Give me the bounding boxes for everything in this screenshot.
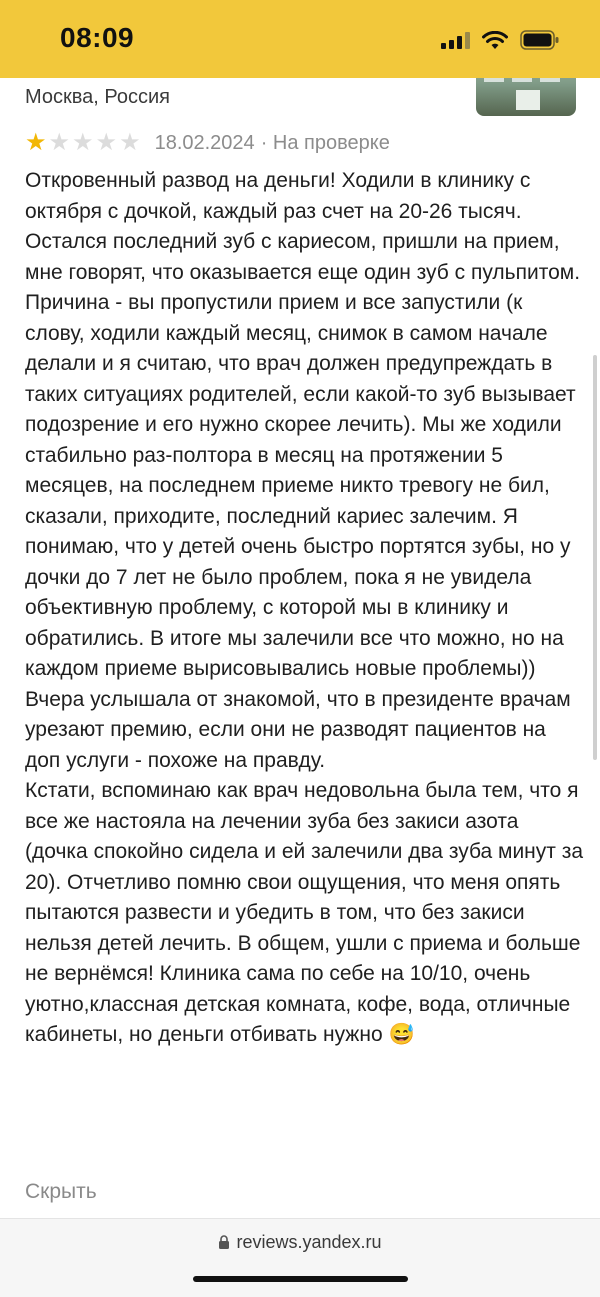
star-icon: ★ (95, 129, 118, 156)
review-status: · На проверке (260, 131, 390, 154)
star-icon: ★ (119, 129, 141, 156)
review-text: Откровенный развод на деньги! Ходили в клинику с октября с дочкой, каждый раз счет на 20-26 тысяч. Остался последний зуб с кариесом, пришли на прием, мне говорят, что оказывается еще один зуб с пульпитом. Причина - вы пропустили прием и все запустили (к слову, ходили каждый месяц, снимок в самом начале делали и я считаю, что врач должен предупреждать в таких ситуациях родителей, если какой-то зуб вызывает подозрение и его нужно скорее лечить). Мы же ходили стабильно раз-полтора в месяц на протяжении 5 месяцев, на последнем приеме никто тревогу не бил, сказали, приходите, последний кариес залечим. Я понимаю, что у детей очень быстро портятся зубы, но у дочки до 7 лет не было проблем, пока я не увидела объективную проблему, с которой мы в клинику и обратились. В итоге мы залечили все что можно, но на каждом приеме вырисовывались новые проблемы)) Вчера услышала от знакомой, что в президенте врачам урезают премию, если они не разводят пациентов на доп услуги - похоже на правду. Кстати, вспоминаю как врач недовольна была тем, что я все же настояла на лечении зуба без закиси азота (дочка спокойно сидела и ей залечили два зуба минут за 20). Отчетливо помню свои ощущения, что меня опять пытаются развести и убедить в том, что без закиси нельзя детей лечить. В общем, ушли с приема и больше не вернёмся! Клиника сама по себе на 10/10, очень уютно,классная детская комната, кофе, вода, отличные кабинеты, но деньги отбивать нужно 😅 (25, 169, 584, 1046)
status-bar (0, 0, 600, 78)
status-icons (441, 30, 560, 50)
star-rating (25, 131, 141, 155)
star-icon: ★ (72, 129, 94, 156)
url-text: reviews.yandex.ru (236, 1232, 382, 1252)
home-indicator[interactable] (193, 1276, 408, 1282)
star-icon: ★ (48, 129, 71, 156)
browser-bottom-bar (0, 1219, 600, 1297)
status-time: 08:09 (60, 22, 135, 53)
scrollbar[interactable] (593, 355, 597, 760)
battery-icon (520, 30, 560, 50)
wifi-icon (482, 31, 508, 50)
browser-url-bar[interactable] (0, 1232, 600, 1255)
review-date: 18.02.2024 (154, 131, 255, 154)
signal-bars-icon (441, 31, 470, 49)
review-rating-row (25, 128, 390, 158)
hide-review-link[interactable]: Скрыть (25, 1180, 97, 1203)
star-icon: ★ (25, 129, 47, 156)
address-line-2: Москва, Россия (25, 86, 170, 108)
lock-icon (218, 1234, 230, 1255)
